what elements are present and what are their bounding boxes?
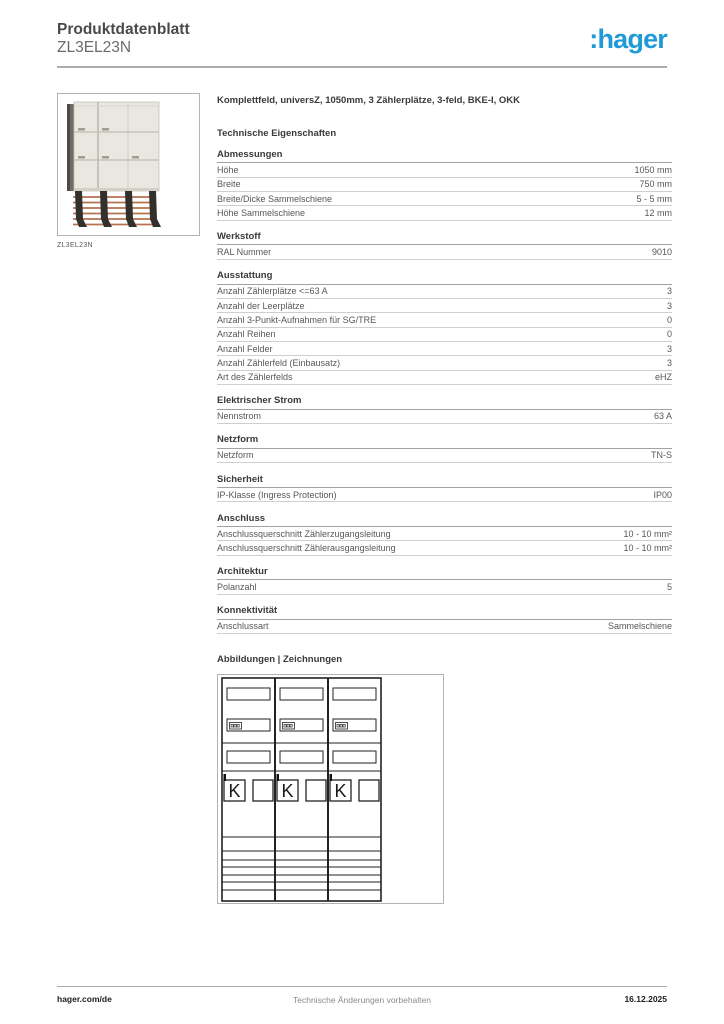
spec-row bbox=[217, 541, 672, 555]
spec-row bbox=[217, 299, 672, 313]
spec-row bbox=[217, 178, 672, 192]
spec-rows bbox=[217, 410, 672, 424]
spec-value: eHZ bbox=[654, 372, 672, 383]
footer-date: 16.12.2025 bbox=[624, 994, 667, 1004]
spec-value: 5 bbox=[666, 582, 672, 593]
header-divider bbox=[57, 66, 667, 68]
spec-value: 5 - 5 mm bbox=[636, 193, 672, 204]
spec-section bbox=[217, 232, 672, 260]
spec-section-title: Konnektivität bbox=[217, 606, 672, 619]
footer-notice: Technische Änderungen vorbehalten bbox=[293, 995, 431, 1005]
spec-row bbox=[217, 620, 672, 634]
spec-section bbox=[217, 150, 672, 221]
spec-section-title: Architektur bbox=[217, 567, 672, 580]
spec-row bbox=[217, 245, 672, 259]
page-title: Produktdatenblatt bbox=[57, 21, 190, 38]
spec-label: Art des Zählerfelds bbox=[217, 372, 293, 383]
spec-row bbox=[217, 342, 672, 356]
spec-rows bbox=[217, 580, 672, 594]
tech-properties-heading: Technische Eigenschaften bbox=[217, 127, 337, 139]
spec-value: 3 bbox=[666, 357, 672, 368]
spec-label: Anzahl Felder bbox=[217, 343, 273, 354]
spec-label: Nennstrom bbox=[217, 411, 262, 422]
product-image-column bbox=[57, 93, 200, 249]
main-content bbox=[217, 96, 672, 904]
spec-value: 1050 mm bbox=[634, 164, 672, 175]
spec-section-title: Netzform bbox=[217, 435, 672, 448]
spec-row bbox=[217, 580, 672, 594]
spec-label: Anzahl 3-Punkt-Aufnahmen für SG/TRE bbox=[217, 314, 377, 325]
spec-label: Anzahl Reihen bbox=[217, 329, 276, 340]
spec-section bbox=[217, 567, 672, 595]
spec-section bbox=[217, 435, 672, 463]
spec-value: 0 bbox=[666, 329, 672, 340]
spec-label: Anzahl Zählerplätze <=63 A bbox=[217, 286, 328, 297]
spec-rows bbox=[217, 527, 672, 556]
spec-section bbox=[217, 475, 672, 503]
spec-label: Anschlussquerschnitt Zählerzugangsleitung bbox=[217, 528, 391, 539]
spec-rows bbox=[217, 620, 672, 634]
spec-rows bbox=[217, 163, 672, 220]
footer bbox=[57, 986, 667, 1004]
spec-rows bbox=[217, 449, 672, 463]
spec-section bbox=[217, 606, 672, 634]
spec-row bbox=[217, 449, 672, 463]
spec-section bbox=[217, 514, 672, 556]
spec-row bbox=[217, 206, 672, 220]
spec-label: Netzform bbox=[217, 450, 254, 461]
spec-value: Sammelschiene bbox=[607, 621, 672, 632]
spec-label: Anzahl Zählerfeld (Einbausatz) bbox=[217, 357, 341, 368]
spec-section-title: Anschluss bbox=[217, 514, 672, 527]
product-photo-caption: ZL3EL23N bbox=[57, 242, 93, 249]
spec-section bbox=[217, 396, 672, 424]
meter-tick-mark bbox=[330, 774, 333, 781]
spec-row bbox=[217, 285, 672, 299]
technical-drawing bbox=[217, 674, 444, 904]
meter-tick-mark bbox=[224, 774, 227, 781]
spec-label: IP-Klasse (Ingress Protection) bbox=[217, 489, 337, 500]
meter-label: K bbox=[334, 780, 347, 801]
spec-row bbox=[217, 356, 672, 370]
spec-label: Höhe Sammelschiene bbox=[217, 207, 306, 218]
spec-row bbox=[217, 313, 672, 327]
spec-value: TN-S bbox=[651, 450, 672, 461]
spec-value: 3 bbox=[666, 300, 672, 311]
spec-row bbox=[217, 488, 672, 502]
spec-label: Polanzahl bbox=[217, 582, 257, 593]
spec-label: RAL Nummer bbox=[217, 247, 272, 258]
product-id: ZL3EL23N bbox=[57, 39, 132, 57]
spec-row bbox=[217, 527, 672, 541]
spec-section-title: Sicherheit bbox=[217, 475, 672, 488]
spec-value: 0 bbox=[666, 314, 672, 325]
spec-rows bbox=[217, 488, 672, 502]
spec-value: 9010 bbox=[651, 247, 672, 258]
spec-rows bbox=[217, 245, 672, 259]
spec-label: Anschlussart bbox=[217, 621, 269, 632]
footer-website: hager.com/de bbox=[57, 994, 112, 1004]
header-titles bbox=[57, 21, 190, 58]
hager-logo: :hager bbox=[589, 24, 667, 54]
spec-section bbox=[217, 271, 672, 385]
meter-label: K bbox=[281, 780, 294, 801]
spec-value: 750 mm bbox=[639, 179, 672, 190]
header bbox=[57, 21, 667, 58]
spec-value: 12 mm bbox=[644, 207, 672, 218]
spec-section-title: Elektrischer Strom bbox=[217, 396, 672, 409]
spec-rows bbox=[217, 285, 672, 385]
spec-label: Anschlussquerschnitt Zählerausgangsleitung bbox=[217, 542, 396, 553]
spec-value: 10 - 10 mm² bbox=[623, 542, 672, 553]
spec-value: 3 bbox=[666, 286, 672, 297]
product-photo-image bbox=[58, 94, 199, 235]
spec-value: 10 - 10 mm² bbox=[623, 528, 672, 539]
figures-heading: Abbildungen | Zeichnungen bbox=[217, 653, 343, 665]
spec-row bbox=[217, 410, 672, 424]
spec-label: Höhe bbox=[217, 164, 239, 175]
meter-tick-mark bbox=[277, 774, 280, 781]
spec-value: 63 A bbox=[653, 411, 672, 422]
product-description: Komplettfeld, universZ, 1050mm, 3 Zählerplätze, 3-feld, BKE-I, OKK bbox=[217, 95, 521, 106]
product-photo bbox=[57, 93, 200, 236]
technical-drawing-image bbox=[218, 675, 443, 903]
spec-row bbox=[217, 328, 672, 342]
spec-section-title: Ausstattung bbox=[217, 271, 672, 284]
spec-label: Breite bbox=[217, 179, 241, 190]
spec-row bbox=[217, 163, 672, 177]
spec-label: Breite/Dicke Sammelschiene bbox=[217, 193, 333, 204]
spec-label: Anzahl der Leerplätze bbox=[217, 300, 305, 311]
spec-value: IP00 bbox=[653, 489, 672, 500]
spec-sections bbox=[217, 150, 672, 634]
spec-section-title: Werkstoff bbox=[217, 232, 672, 245]
spec-row bbox=[217, 371, 672, 385]
meter-label: K bbox=[228, 780, 241, 801]
spec-value: 3 bbox=[666, 343, 672, 354]
spec-section-title: Abmessungen bbox=[217, 150, 672, 163]
spec-row bbox=[217, 192, 672, 206]
